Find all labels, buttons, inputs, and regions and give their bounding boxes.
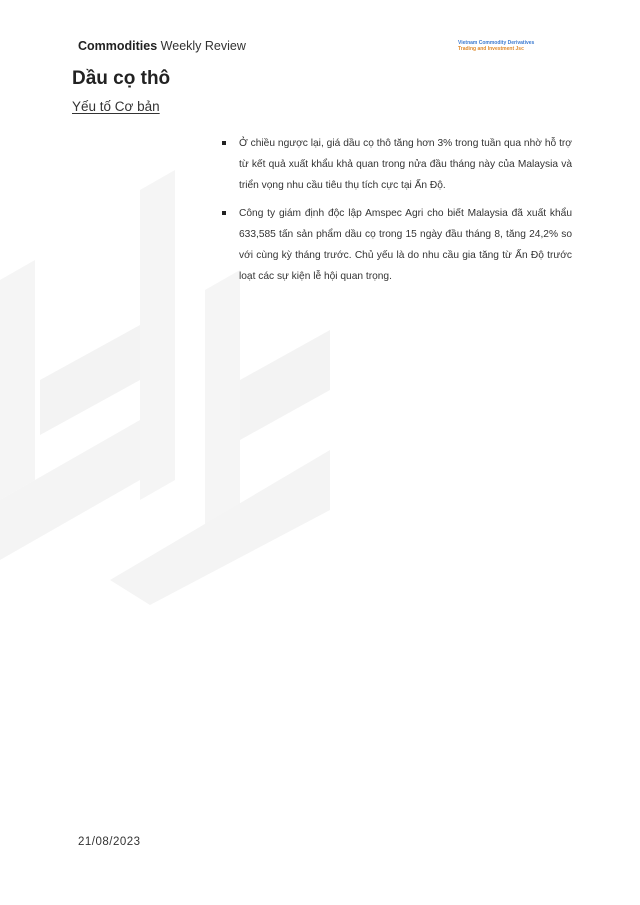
report-series: Weekly Review (160, 39, 246, 53)
bullet-list (222, 133, 572, 294)
report-header-title (78, 39, 246, 53)
bullet-text: Ở chiều ngược lại, giá dầu cọ thô tăng hơn 3% trong tuần qua nhờ hỗ trợ từ kết quả xuất khẩu khả quan trong nửa đầu tháng này của Malaysia và triển vọng nhu cầu tiêu thụ tích cực tại Ấn Độ. (239, 138, 572, 191)
bullet-text: Công ty giám định độc lập Amspec Agri cho biết Malaysia đã xuất khẩu 633,585 tấn sản phẩm dầu cọ trong 15 ngày đầu tháng 8, tăng 24,2% so với cùng kỳ tháng trước. Chủ yếu là do nhu cầu gia tăng từ Ấn Độ trước loạt các sự kiện lễ hội quan trọng. (239, 208, 572, 282)
report-date: 21/08/2023 (78, 836, 141, 848)
section-subtitle: Yếu tố Cơ bản (72, 99, 160, 114)
brand-name: Commodities (78, 39, 158, 53)
company-name-line1: Vietnam Commodity Derivatives (458, 40, 535, 46)
bullet-item (222, 203, 572, 287)
bullet-square-icon (222, 141, 226, 145)
company-logo-text (458, 40, 534, 52)
bullet-square-icon (222, 211, 226, 215)
page-title: Dầu cọ thô (72, 68, 171, 89)
company-name-line2: Trading and Investment Jsc (458, 46, 524, 52)
bullet-item (222, 133, 572, 196)
